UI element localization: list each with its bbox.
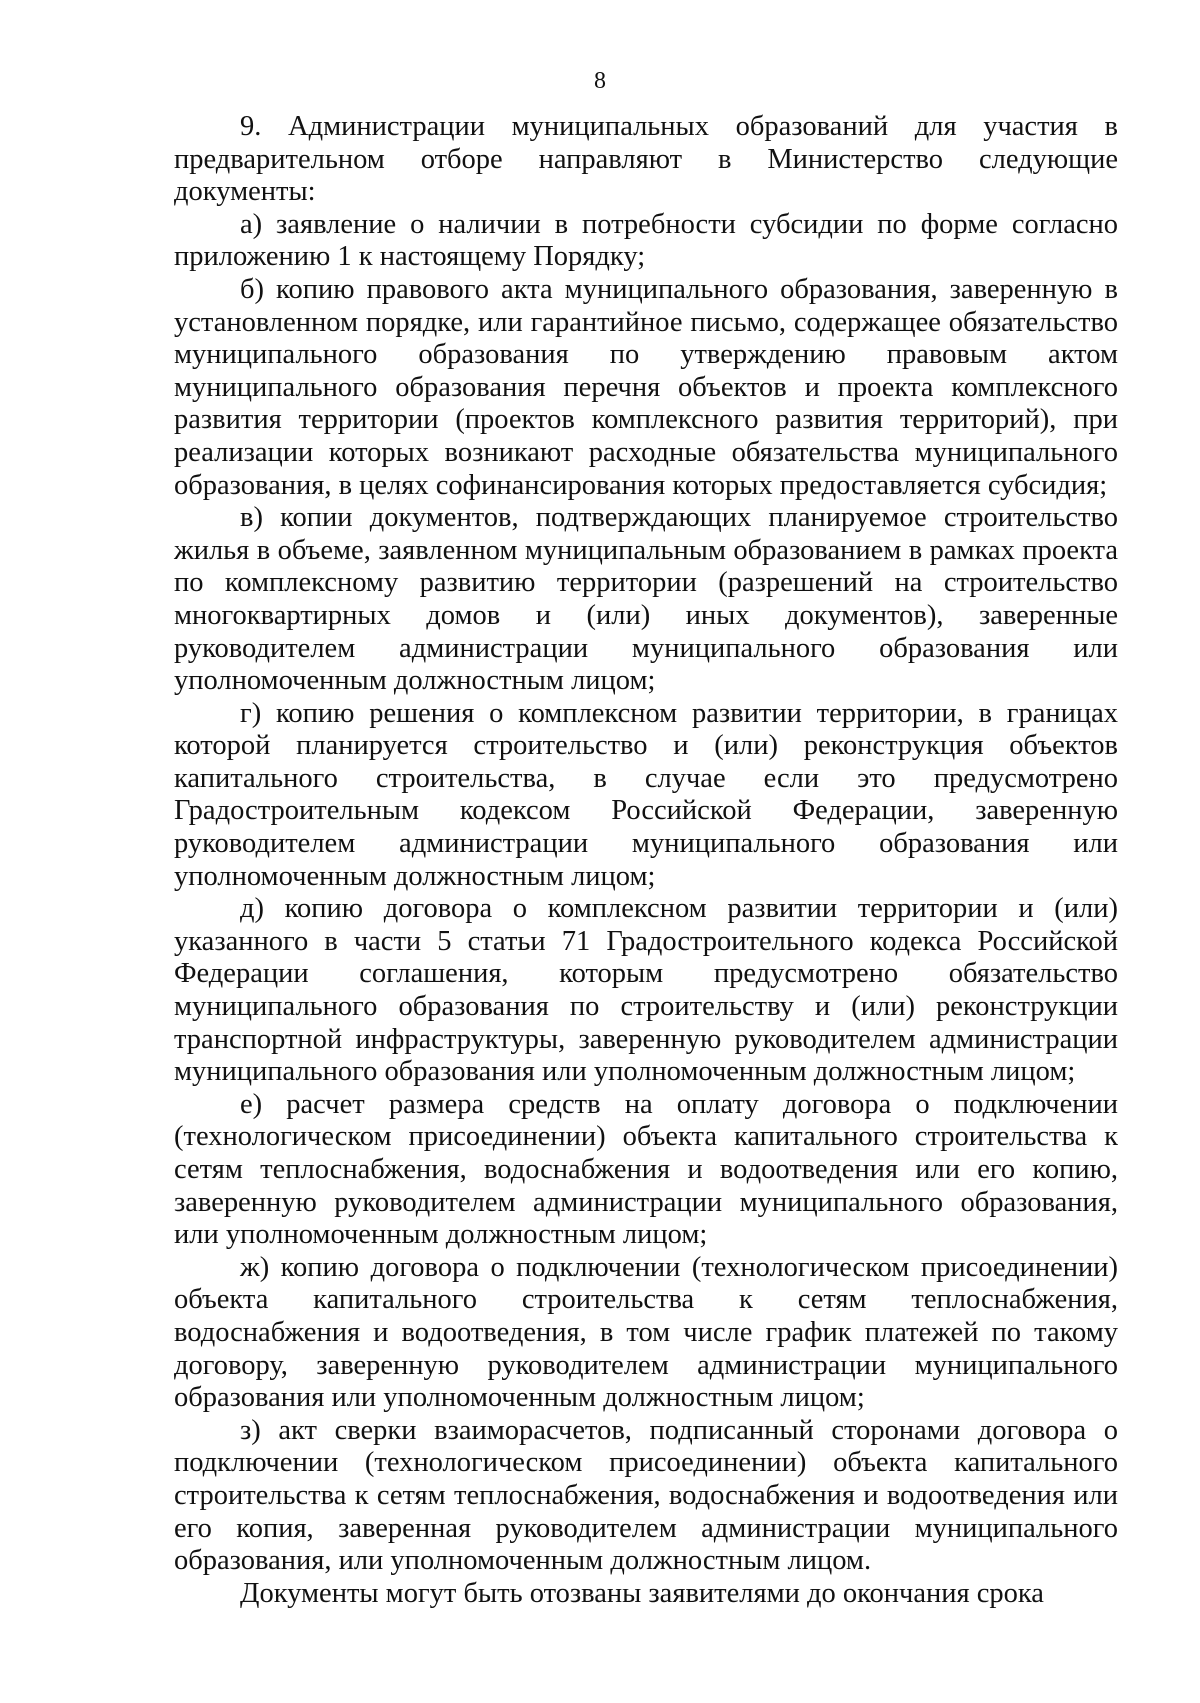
paragraph-item-zh: ж) копию договора о подключении (технологическом присоединении) объекта капитального строительства к сетям теплоснабжения, водоснабжения и водоотведения, в том числе график платежей по такому договору, заверенную руководителем администрации муниципального образования или уполномоченным должностным лицом; [174,1251,1118,1414]
page-number: 8 [594,68,606,94]
paragraph-9-intro: 9. Администрации муниципальных образований для участия в предварительном отборе направляют в Министерство следующие документы: [174,111,1118,208]
document-body [174,111,1118,1610]
paragraph-item-g: г) копию решения о комплексном развитии территории, в границах которой планируется строительство и (или) реконструкция объектов капитального строительства, в случае если это предусмотрено Градостроительным кодексом Российской Федерации, заверенную руководителем администрации муниципального образования или уполномоченным должностным лицом; [174,697,1118,892]
paragraph-item-e: е) расчет размера средств на оплату договора о подключении (технологическом присоединении) объекта капитального строительства к сетям теплоснабжения, водоснабжения и водоотведения или его копию, заверенную руководителем администрации муниципального образования, или уполномоченным должностным лицом; [174,1088,1118,1251]
paragraph-item-d: д) копию договора о комплексном развитии территории и (или) указанного в части 5 статьи 71 Градостроительного кодекса Российской Федерации соглашения, которым предусмотрено обязательство муниципального образования по строительству и (или) реконструкции транспортной инфраструктуры, заверенную руководителем администрации муниципального образования или уполномоченным должностным лицом; [174,893,1118,1088]
paragraph-item-a: а) заявление о наличии в потребности субсидии по форме согласно приложению 1 к настоящему Порядку; [174,208,1118,273]
paragraph-documents-withdrawal: Документы могут быть отозваны заявителями до окончания срока [240,1577,1044,1609]
paragraph-item-z: з) акт сверки взаиморасчетов, подписанный сторонами договора о подключении (технологическом присоединении) объекта капитального строительства к сетям теплоснабжения, водоснабжения и водоотведения или его копия, заверенная руководителем администрации муниципального образования, или уполномоченным должностным лицом. [174,1414,1118,1577]
paragraph-item-b: б) копию правового акта муниципального образования, заверенную в установленном порядке, или гарантийное письмо, содержащее обязательство муниципального образования по утверждению правовым актом муниципального образования перечня объектов и проекта комплексного развития территории (проектов комплексного развития территорий), при реализации которых возникают расходные обязательства муниципального образования, в целях софинансирования которых предоставляется субсидия; [174,273,1118,501]
paragraph-item-v: в) копии документов, подтверждающих планируемое строительство жилья в объеме, заявленном муниципальным образованием в рамках проекта по комплексному развитию территории (разрешений на строительство многоквартирных домов и (или) иных документов), заверенные руководителем администрации муниципального образования или уполномоченным должностным лицом; [174,502,1118,697]
